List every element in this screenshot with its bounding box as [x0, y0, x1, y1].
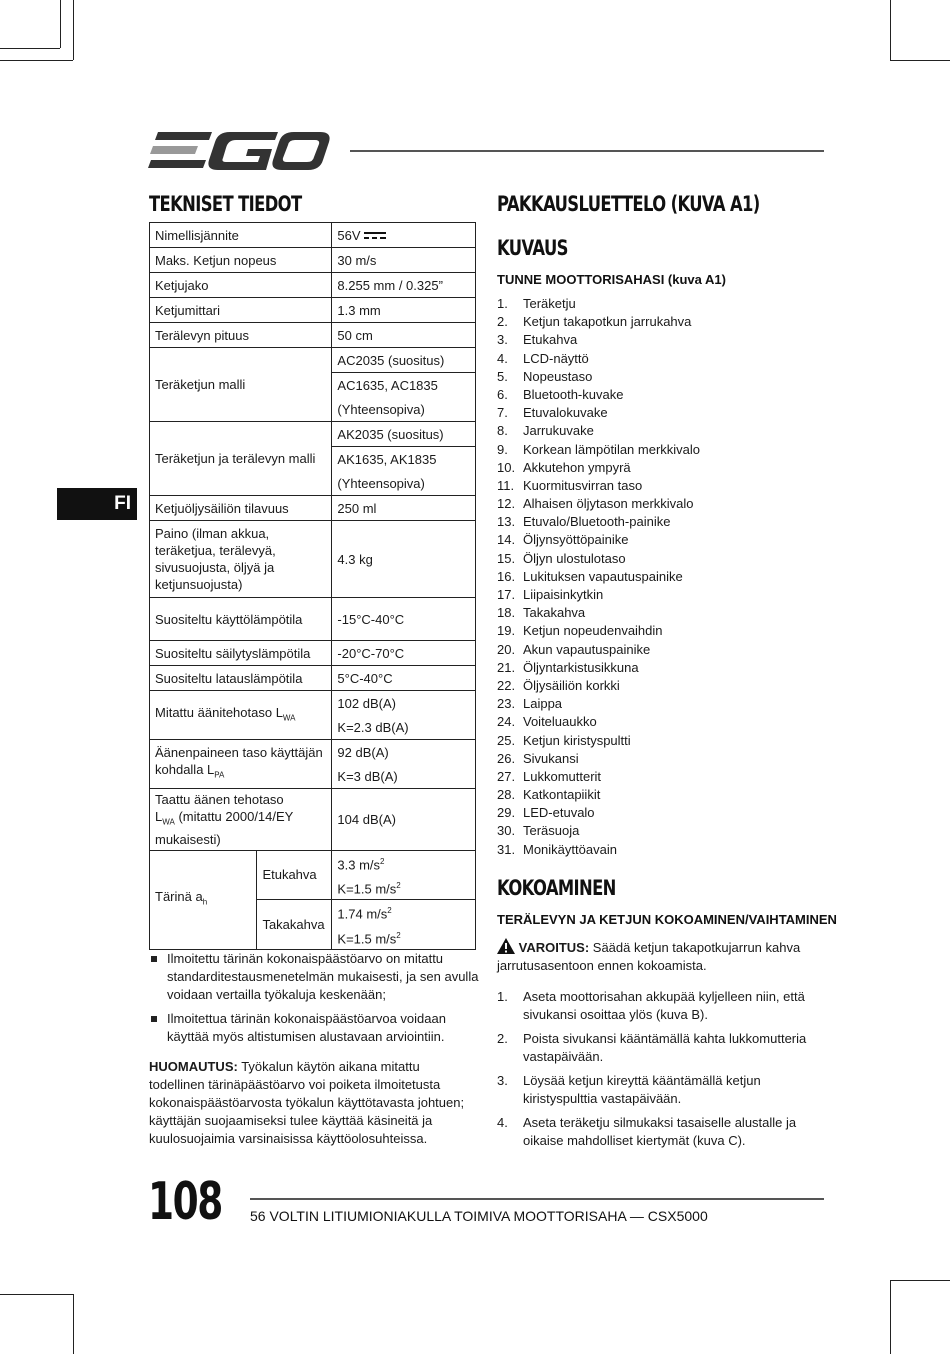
- spec-value: K=2.3 dB(A): [332, 715, 476, 740]
- list-item: [497, 295, 827, 313]
- item-label: Ketjun kiristyspultti: [523, 732, 631, 748]
- item-label: Laippa: [523, 696, 563, 712]
- item-number: 25.: [497, 732, 516, 748]
- spec-value: 102 dB(A): [332, 691, 476, 716]
- list-item: [497, 568, 827, 586]
- list-item: [497, 495, 827, 513]
- list-item: [497, 368, 827, 386]
- spec-value: AK2035 (suositus): [332, 422, 476, 447]
- table-row: [150, 323, 476, 348]
- list-item: [497, 350, 827, 368]
- item-label: Etuvalo/Bluetooth-painike: [523, 514, 671, 530]
- item-label: Liipaisinkytkin: [523, 587, 604, 602]
- table-row: [150, 223, 476, 248]
- item-label: Öljyn ulostulotaso: [523, 550, 626, 566]
- list-item: [497, 513, 827, 531]
- step-item: [497, 988, 827, 1024]
- spec-label: Ketjuöljysäiliön tilavuus: [150, 496, 332, 521]
- item-number: 12.: [497, 496, 516, 512]
- assembly-subheading: TERÄLEVYN JA KETJUN KOKOAMINEN/VAIHTAMINEN: [497, 912, 837, 927]
- list-item: [497, 822, 827, 840]
- spec-value: 56V: [332, 223, 476, 248]
- item-number: 16.: [497, 568, 516, 584]
- crop-mark: [73, 0, 74, 60]
- header-rule: [350, 150, 824, 152]
- specs-table: [149, 222, 476, 950]
- spec-value: K=3 dB(A): [332, 764, 476, 789]
- item-label: Akkutehon ympyrä: [523, 459, 631, 475]
- spec-label: Taattu äänen tehotaso $L_{WA}$ (mitattu 2000/14/EY mukaisesti): [150, 789, 332, 851]
- table-row: [150, 521, 476, 598]
- table-row: [150, 740, 476, 765]
- list-item: [497, 713, 827, 731]
- assembly-steps: [497, 988, 827, 1156]
- list-item: [497, 786, 827, 804]
- item-label: Etuvalokuvake: [523, 405, 608, 421]
- spec-label: Teräketjun ja terälevyn malli: [150, 422, 332, 496]
- item-label: Etukahva: [523, 332, 578, 348]
- item-number: 14.: [497, 532, 516, 548]
- spec-value: AC1635, AC1835: [332, 373, 476, 398]
- note-label: HUOMAUTUS:: [149, 1059, 238, 1074]
- spec-label: Paino (ilman akkua, teräketjua, terälevyä, sivusuojusta, öljyä ja ketjunsuojusta): [150, 521, 332, 598]
- item-number: 31.: [497, 841, 516, 857]
- spec-label: Ketjujako: [150, 273, 332, 298]
- step-item: [497, 1072, 827, 1108]
- step-text: Aseta teräketju silmukaksi tasaiselle alustalle ja oikaise mahdolliset kiertymät (kuva C).: [523, 1115, 797, 1148]
- item-label: Ketjun nopeudenvaihdin: [523, 623, 663, 639]
- item-label: Jarrukuvake: [523, 423, 594, 439]
- table-row: [150, 850, 476, 875]
- item-number: 9.: [497, 441, 508, 457]
- spec-value: -20°C-70°C: [332, 641, 476, 666]
- spec-value: 5°C-40°C: [332, 666, 476, 691]
- list-item: [497, 841, 827, 859]
- spec-label: Terälevyn pituus: [150, 323, 332, 348]
- item-number: 7.: [497, 405, 508, 421]
- item-label: Bluetooth-kuvake: [523, 386, 624, 402]
- language-tab: FI: [57, 488, 137, 520]
- item-label: Monikäyttöavain: [523, 841, 617, 857]
- warning-label: VAROITUS:: [518, 940, 590, 955]
- table-row: [150, 248, 476, 273]
- item-label: Lukkomutterit: [523, 768, 602, 784]
- item-number: 23.: [497, 696, 516, 712]
- footer-rule: [250, 1198, 824, 1200]
- list-item: [497, 768, 827, 786]
- assembly-heading: KOKOAMINEN: [497, 876, 616, 900]
- item-label: Alhaisen öljytason merkkivalo: [523, 496, 694, 512]
- item-number: 27.: [497, 768, 516, 784]
- item-number: 3.: [497, 332, 508, 348]
- table-row: [150, 666, 476, 691]
- spec-value: 3.3 $m/s^2$: [332, 850, 476, 875]
- step-text: Poista sivukansi kääntämällä kahta lukkomutteria vastapäivään.: [523, 1031, 807, 1064]
- description-subheading: TUNNE MOOTTORISAHASI (kuva A1): [497, 272, 726, 287]
- item-number: 10.: [497, 459, 516, 475]
- step-item: [497, 1114, 827, 1150]
- table-row: [150, 641, 476, 666]
- list-item: [497, 477, 827, 495]
- item-label: Takakahva: [523, 605, 586, 621]
- item-label: Voiteluaukko: [523, 714, 597, 730]
- list-item: Ilmoitettu tärinän kokonaispäästöarvo on mitattu standarditestausmenetelmän mukaisesti, ja sen avulla voidaan vertailla työkaluja keskenään;: [149, 950, 479, 1004]
- crop-mark: [60, 0, 61, 48]
- step-number: 2.: [497, 1031, 508, 1046]
- item-number: 24.: [497, 714, 516, 730]
- step-number: 4.: [497, 1115, 508, 1130]
- spec-value: 104 dB(A): [332, 789, 476, 851]
- item-number: 30.: [497, 823, 516, 839]
- item-number: 13.: [497, 514, 516, 530]
- footer-title: 56 VOLTIN LITIUMIONIAKULLA TOIMIVA MOOTTORISAHA — CSX5000: [250, 1208, 708, 1224]
- table-row: [150, 422, 476, 447]
- crop-mark: [73, 1294, 74, 1354]
- crop-mark: [890, 1280, 950, 1281]
- spec-value: 1.74 $m/s^2$: [332, 900, 476, 925]
- table-row: [150, 691, 476, 716]
- step-number: 1.: [497, 989, 508, 1004]
- package-heading: PAKKAUSLUETTELO (KUVA A1): [497, 192, 760, 216]
- page-number: 108: [148, 1172, 222, 1232]
- crop-mark: [890, 1280, 891, 1354]
- item-label: Ketjun takapotkun jarrukahva: [523, 314, 692, 330]
- item-label: Katkontapiikit: [523, 787, 601, 803]
- step-text: Aseta moottorisahan akkupää kyljelleen niin, että sivukansi osoittaa ylös (kuva B).: [523, 989, 805, 1022]
- item-number: 4.: [497, 350, 508, 366]
- item-number: 28.: [497, 787, 516, 803]
- spec-label: Suositeltu latauslämpötila: [150, 666, 332, 691]
- list-item: [497, 604, 827, 622]
- spec-label: Ketjumittari: [150, 298, 332, 323]
- spec-label: Suositeltu käyttölämpötila: [150, 598, 332, 641]
- ego-logo: [148, 130, 330, 172]
- spec-value: AK1635, AK1835: [332, 447, 476, 472]
- spec-label: Tärinä $a_h$: [150, 850, 257, 949]
- dc-symbol-icon: [364, 232, 386, 240]
- list-item: [497, 586, 827, 604]
- crop-mark: [0, 60, 73, 61]
- spec-value: K=1.5 $m/s^2$: [332, 925, 476, 950]
- spec-label: Äänenpaineen taso käyttäjän kohdalla $L_{PA}$: [150, 740, 332, 789]
- item-label: Lukituksen vapautuspainike: [523, 568, 683, 584]
- spec-value: 50 cm: [332, 323, 476, 348]
- item-label: LED-etuvalo: [523, 805, 595, 821]
- item-number: 17.: [497, 587, 516, 602]
- crop-mark: [0, 48, 60, 49]
- item-label: Öljynsyöttöpainike: [523, 532, 629, 548]
- item-number: 2.: [497, 314, 508, 330]
- note-paragraph: [149, 1058, 471, 1148]
- item-number: 8.: [497, 423, 508, 439]
- item-label: Korkean lämpötilan merkkivalo: [523, 441, 701, 457]
- spec-sublabel: Takakahva: [257, 900, 332, 950]
- description-heading: KUVAUS: [497, 236, 568, 260]
- spec-label: Suositeltu säilytyslämpötila: [150, 641, 332, 666]
- step-text: Löysää ketjun kireyttä kääntämällä ketjun kiristyspulttia vastapäivään.: [523, 1073, 761, 1106]
- spec-value: AC2035 (suositus): [332, 348, 476, 373]
- spec-value: 250 ml: [332, 496, 476, 521]
- spec-label: Mitattu äänitehotaso $L_{WA}$: [150, 691, 332, 740]
- spec-value: 8.255 mm / 0.325”: [332, 273, 476, 298]
- list-item: [497, 550, 827, 568]
- table-row: [150, 496, 476, 521]
- table-row: [150, 598, 476, 641]
- list-item: [497, 659, 827, 677]
- list-item: Ilmoitettua tärinän kokonaispäästöarvoa voidaan käyttää myös altistumisen alustavaan arviointiin.: [149, 1010, 479, 1046]
- vibration-notes: [149, 950, 479, 1052]
- crop-mark: [0, 1294, 73, 1295]
- list-item: [497, 677, 827, 695]
- table-row: [150, 298, 476, 323]
- list-item: [497, 804, 827, 822]
- item-number: 19.: [497, 623, 516, 639]
- list-item: [497, 641, 827, 659]
- spec-value: (Yhteensopiva): [332, 397, 476, 422]
- item-number: 22.: [497, 677, 516, 693]
- crop-mark: [890, 60, 950, 61]
- item-label: Öljysäiliön korkki: [523, 677, 620, 693]
- list-item: [497, 422, 827, 440]
- item-label: Nopeustaso: [523, 368, 593, 384]
- item-label: Öljyntarkistusikkuna: [523, 659, 639, 675]
- item-number: 20.: [497, 641, 516, 657]
- list-item: [497, 750, 827, 768]
- parts-list: [497, 295, 827, 859]
- spec-label: Teräketjun malli: [150, 348, 332, 422]
- item-number: 6.: [497, 386, 508, 402]
- item-number: 15.: [497, 550, 516, 566]
- warning-triangle-icon: [497, 938, 515, 954]
- list-item: [497, 531, 827, 549]
- table-row: [150, 789, 476, 851]
- item-number: 21.: [497, 659, 516, 675]
- table-row: [150, 348, 476, 373]
- item-label: Sivukansi: [523, 750, 579, 766]
- spec-sublabel: Etukahva: [257, 850, 332, 900]
- spec-value: 1.3 mm: [332, 298, 476, 323]
- item-label: Teräsuoja: [523, 823, 580, 839]
- warning-text: Säädä ketjun takapotkujarrun kahva jarrutusasentoon ennen kokoamista.: [497, 940, 801, 973]
- list-item: [497, 441, 827, 459]
- crop-mark: [890, 0, 891, 60]
- step-number: 3.: [497, 1073, 508, 1088]
- spec-value: K=1.5 $m/s^2$: [332, 875, 476, 900]
- list-item: [497, 313, 827, 331]
- item-number: 29.: [497, 805, 516, 821]
- spec-value: 4.3 kg: [332, 521, 476, 598]
- step-item: [497, 1030, 827, 1066]
- list-item: [497, 404, 827, 422]
- table-row: [150, 273, 476, 298]
- item-label: Kuormitusvirran taso: [523, 477, 643, 493]
- list-item: [497, 459, 827, 477]
- item-number: 26.: [497, 750, 516, 766]
- warning-paragraph: [497, 938, 827, 975]
- item-label: Akun vapautuspainike: [523, 641, 651, 657]
- spec-value: -15°C-40°C: [332, 598, 476, 641]
- list-item: [497, 695, 827, 713]
- item-number: 1.: [497, 296, 508, 311]
- item-number: 18.: [497, 605, 516, 621]
- spec-label: Nimellisjännite: [150, 223, 332, 248]
- list-item: [497, 386, 827, 404]
- spec-label: Maks. Ketjun nopeus: [150, 248, 332, 273]
- list-item: [497, 622, 827, 640]
- list-item: [497, 732, 827, 750]
- spec-value: 30 m/s: [332, 248, 476, 273]
- item-label: LCD-näyttö: [523, 350, 589, 366]
- spec-value: 92 dB(A): [332, 740, 476, 765]
- specs-heading: TEKNISET TIEDOT: [149, 192, 302, 216]
- spec-value: (Yhteensopiva): [332, 471, 476, 496]
- note-text: Työkalun käytön aikana mitattu todellinen tärinäpäästöarvo voi poiketa ilmoitetusta kokonaispäästöarvosta työkalun käyttötavasta johtuen; käyttäjän suojaamiseksi tulee käyttää käsineitä ja kuulosuojaimia varsinaisissa käyttöolosuhteissa.: [149, 1059, 465, 1146]
- item-number: 5.: [497, 368, 508, 384]
- item-number: 11.: [497, 477, 515, 493]
- list-item: [497, 331, 827, 349]
- item-label: Teräketju: [523, 296, 576, 311]
